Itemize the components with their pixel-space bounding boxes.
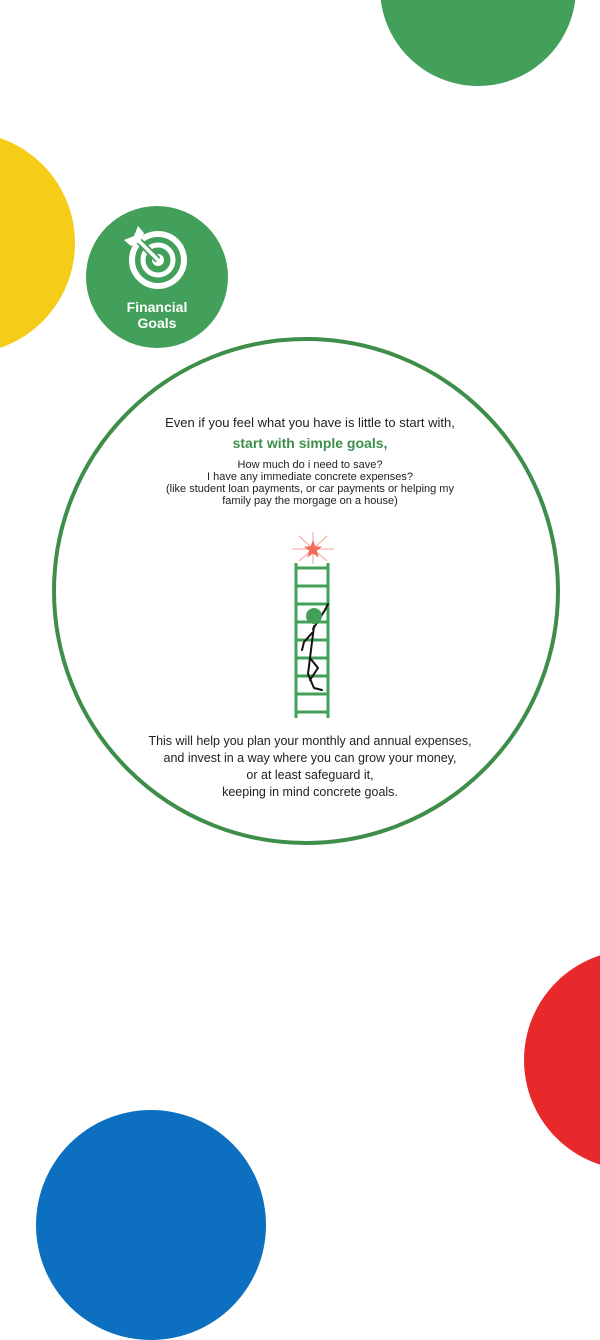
ladder-climber-star-icon [278, 530, 348, 722]
closing-line: or at least safeguard it, [246, 768, 374, 782]
closing-line: This will help you plan your monthly and annual expenses, [148, 734, 472, 748]
decorative-blue-circle [36, 1110, 266, 1340]
closing-line: keeping in mind concrete goals. [222, 785, 398, 799]
question-line: I have any immediate concrete expenses? [206, 471, 414, 483]
decorative-red-circle [524, 950, 600, 1170]
target-arrow-icon [122, 220, 192, 290]
badge-label [86, 299, 228, 331]
question-line: How much do i need to save? [237, 459, 383, 471]
questions-block [90, 459, 530, 507]
intro-text: Even if you feel what you have is little to start with, [165, 415, 455, 430]
decorative-yellow-circle [0, 132, 75, 354]
highlight-text: start with simple goals, [232, 435, 388, 451]
closing-line: and invest in a way where you can grow your money, [163, 751, 457, 765]
question-line: (like student loan payments, or car payments or helping my [166, 483, 454, 495]
badge-label-line-2: Goals [137, 315, 177, 331]
closing-text [90, 733, 530, 801]
badge-label-line-1: Financial [126, 299, 188, 315]
question-line: family pay the morgage on a house) [222, 495, 398, 507]
financial-goals-badge [86, 206, 228, 348]
climber-head [306, 608, 322, 624]
decorative-green-circle [380, 0, 576, 86]
